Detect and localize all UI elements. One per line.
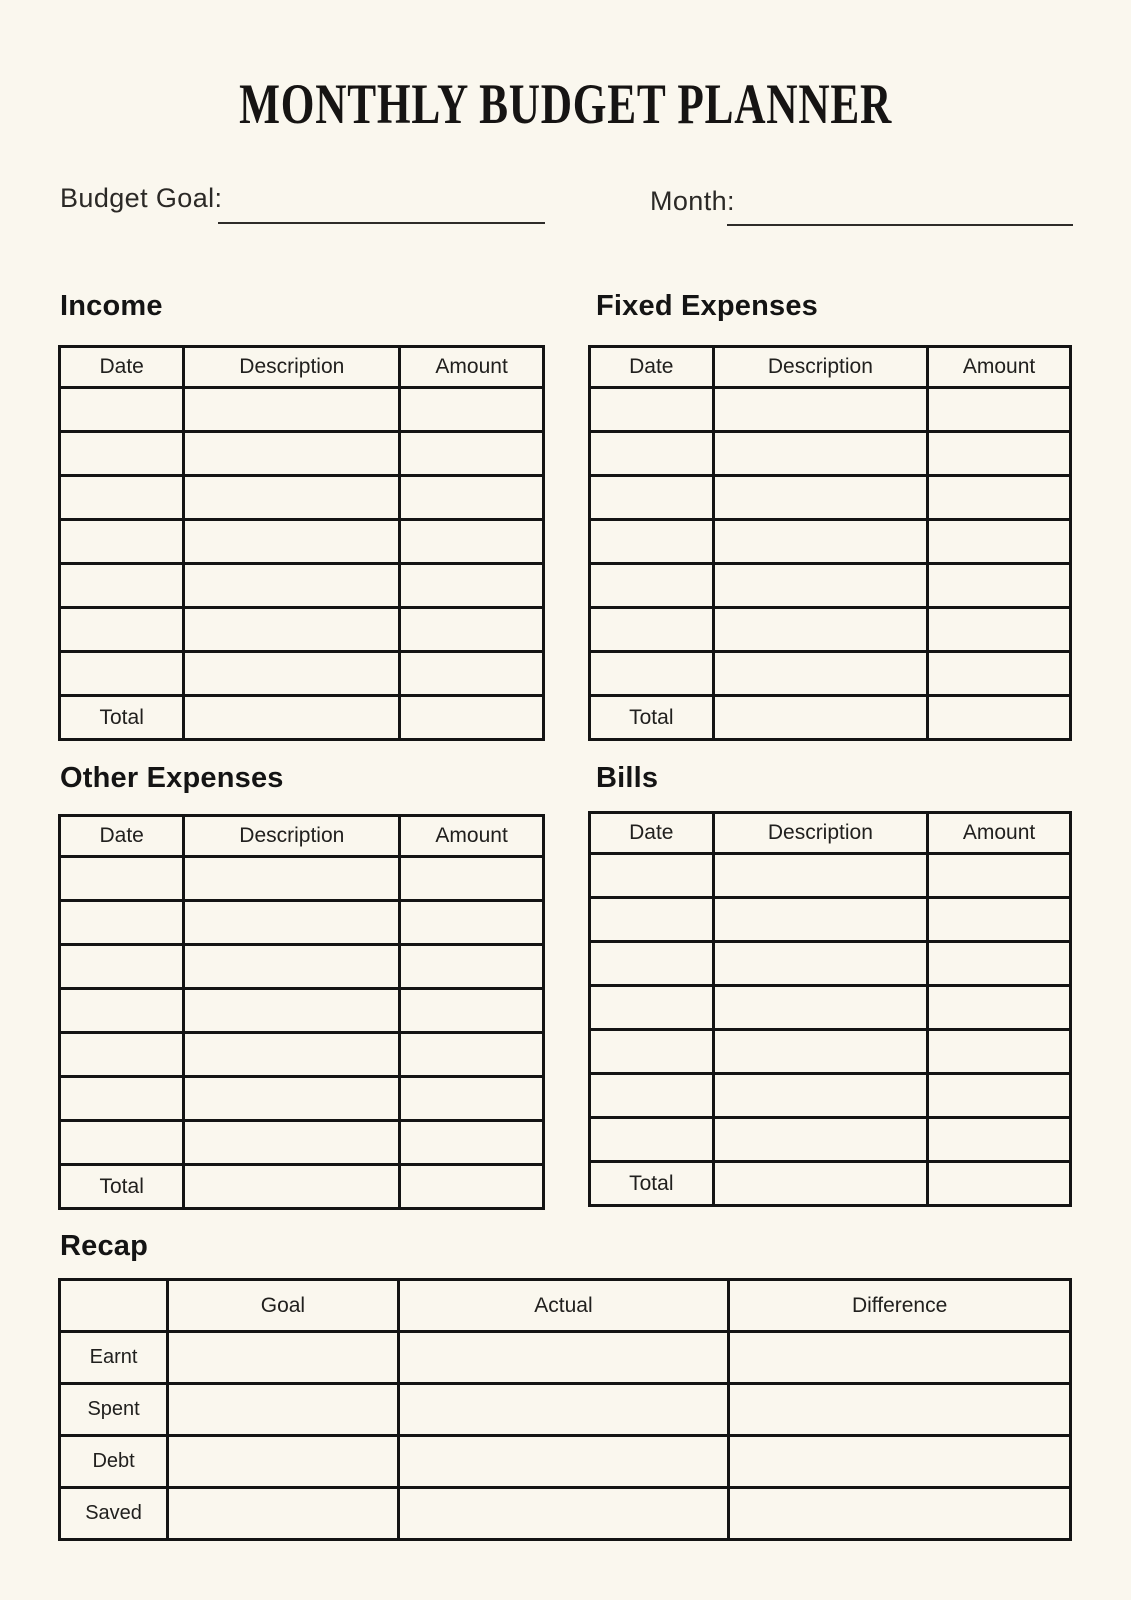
table-row (60, 476, 544, 520)
total-label: Total (590, 696, 714, 740)
total-row (60, 1165, 544, 1209)
recap-row-earnt (60, 1332, 1071, 1384)
table-row (590, 854, 1071, 898)
table-row (590, 898, 1071, 942)
section-heading-other-expenses: Other Expenses (60, 762, 284, 794)
date-cell[interactable] (590, 898, 714, 942)
column-header-difference: Difference (729, 1280, 1071, 1332)
amount-cell[interactable] (400, 945, 544, 989)
date-cell[interactable] (60, 476, 184, 520)
description-cell[interactable] (184, 857, 400, 901)
date-cell[interactable] (590, 942, 714, 986)
total-amount-cell[interactable] (928, 1162, 1071, 1206)
table-row (60, 1121, 544, 1165)
page-title-text: MONTHLY BUDGET PLANNER (239, 73, 892, 136)
date-cell[interactable] (60, 989, 184, 1033)
date-cell[interactable] (590, 608, 714, 652)
table-row (60, 432, 544, 476)
date-cell[interactable] (590, 520, 714, 564)
table-row (590, 942, 1071, 986)
goal-cell[interactable] (168, 1436, 399, 1488)
section-heading-fixed-expenses: Fixed Expenses (596, 290, 819, 322)
table-row (590, 986, 1071, 1030)
description-cell[interactable] (713, 1074, 928, 1118)
month-field[interactable] (727, 224, 1073, 226)
column-header-amount: Amount (928, 347, 1071, 388)
actual-cell[interactable] (398, 1332, 729, 1384)
column-header-amount: Amount (928, 813, 1071, 854)
date-cell[interactable] (590, 476, 714, 520)
date-cell[interactable] (60, 901, 184, 945)
total-amount-cell[interactable] (928, 696, 1071, 740)
date-cell[interactable] (60, 1121, 184, 1165)
recap-row-spent (60, 1384, 1071, 1436)
section-heading-bills: Bills (596, 762, 659, 794)
table-row (60, 652, 544, 696)
amount-cell[interactable] (400, 432, 544, 476)
description-cell[interactable] (184, 901, 400, 945)
row-label-spent: Spent (60, 1384, 168, 1436)
date-cell[interactable] (60, 564, 184, 608)
table-row (590, 476, 1071, 520)
total-amount-cell[interactable] (400, 1165, 544, 1209)
description-cell[interactable] (184, 564, 400, 608)
description-cell[interactable] (184, 989, 400, 1033)
amount-cell[interactable] (928, 520, 1071, 564)
table-row (60, 520, 544, 564)
description-cell[interactable] (713, 898, 928, 942)
budget-goal-field[interactable] (218, 222, 545, 224)
amount-cell[interactable] (928, 608, 1071, 652)
goal-cell[interactable] (168, 1488, 399, 1540)
date-cell[interactable] (590, 854, 714, 898)
table-row (60, 388, 544, 432)
amount-cell[interactable] (400, 388, 544, 432)
difference-cell[interactable] (729, 1436, 1071, 1488)
income-table (58, 345, 545, 741)
column-header-description: Description (184, 816, 400, 857)
total-label: Total (60, 696, 184, 740)
description-cell[interactable] (184, 945, 400, 989)
total-description-cell[interactable] (713, 1162, 928, 1206)
header-row (590, 347, 1071, 388)
date-cell[interactable] (590, 1030, 714, 1074)
table-row (590, 608, 1071, 652)
column-header-amount: Amount (400, 347, 544, 388)
date-cell[interactable] (60, 1033, 184, 1077)
table-row (590, 564, 1071, 608)
date-cell[interactable] (590, 652, 714, 696)
description-cell[interactable] (713, 942, 928, 986)
amount-cell[interactable] (928, 898, 1071, 942)
date-cell[interactable] (60, 652, 184, 696)
page-title (0, 72, 1131, 137)
description-cell[interactable] (713, 476, 928, 520)
date-cell[interactable] (60, 857, 184, 901)
description-cell[interactable] (184, 608, 400, 652)
row-label-saved: Saved (60, 1488, 168, 1540)
recap-table (58, 1278, 1072, 1541)
column-header-date: Date (590, 347, 714, 388)
recap-corner-cell (60, 1280, 168, 1332)
total-label: Total (590, 1162, 714, 1206)
table-row (60, 1033, 544, 1077)
date-cell[interactable] (590, 1118, 714, 1162)
date-cell[interactable] (60, 432, 184, 476)
header-row (590, 813, 1071, 854)
table-row (60, 945, 544, 989)
table-row (60, 608, 544, 652)
date-cell[interactable] (590, 432, 714, 476)
description-cell[interactable] (184, 476, 400, 520)
amount-cell[interactable] (400, 652, 544, 696)
amount-cell[interactable] (400, 1121, 544, 1165)
description-cell[interactable] (184, 652, 400, 696)
table-row (590, 388, 1071, 432)
table-row (590, 1074, 1071, 1118)
total-description-cell[interactable] (713, 696, 928, 740)
recap-row-saved (60, 1488, 1071, 1540)
column-header-goal: Goal (168, 1280, 399, 1332)
total-row (590, 1162, 1071, 1206)
row-label-earnt: Earnt (60, 1332, 168, 1384)
amount-cell[interactable] (400, 520, 544, 564)
column-header-date: Date (60, 816, 184, 857)
description-cell[interactable] (713, 520, 928, 564)
table-row (60, 857, 544, 901)
amount-cell[interactable] (400, 608, 544, 652)
amount-cell[interactable] (400, 989, 544, 1033)
column-header-amount: Amount (400, 816, 544, 857)
amount-cell[interactable] (928, 854, 1071, 898)
header-row (60, 1280, 1071, 1332)
bills-table (588, 811, 1072, 1207)
amount-cell[interactable] (928, 942, 1071, 986)
header-row (60, 347, 544, 388)
date-cell[interactable] (60, 945, 184, 989)
actual-cell[interactable] (398, 1488, 729, 1540)
row-label-debt: Debt (60, 1436, 168, 1488)
date-cell[interactable] (60, 608, 184, 652)
total-label: Total (60, 1165, 184, 1209)
difference-cell[interactable] (729, 1384, 1071, 1436)
description-cell[interactable] (184, 1033, 400, 1077)
description-cell[interactable] (713, 1118, 928, 1162)
description-cell[interactable] (184, 1121, 400, 1165)
amount-cell[interactable] (400, 476, 544, 520)
total-row (590, 696, 1071, 740)
date-cell[interactable] (590, 388, 714, 432)
table-row (60, 901, 544, 945)
header-row (60, 816, 544, 857)
table-row (60, 989, 544, 1033)
table-row (60, 1077, 544, 1121)
column-header-description: Description (184, 347, 400, 388)
description-cell[interactable] (184, 1077, 400, 1121)
table-row (590, 1030, 1071, 1074)
amount-cell[interactable] (928, 432, 1071, 476)
date-cell[interactable] (590, 564, 714, 608)
total-description-cell[interactable] (184, 696, 400, 740)
date-cell[interactable] (60, 1077, 184, 1121)
column-header-description: Description (713, 347, 928, 388)
actual-cell[interactable] (398, 1436, 729, 1488)
section-heading-income: Income (60, 290, 163, 322)
description-cell[interactable] (184, 388, 400, 432)
amount-cell[interactable] (928, 1074, 1071, 1118)
amount-cell[interactable] (928, 1118, 1071, 1162)
column-header-actual: Actual (398, 1280, 729, 1332)
description-cell[interactable] (184, 520, 400, 564)
description-cell[interactable] (713, 854, 928, 898)
difference-cell[interactable] (729, 1488, 1071, 1540)
date-cell[interactable] (590, 1074, 714, 1118)
budget-goal-label: Budget Goal: (60, 183, 223, 213)
description-cell[interactable] (713, 986, 928, 1030)
column-header-date: Date (590, 813, 714, 854)
amount-cell[interactable] (400, 901, 544, 945)
amount-cell[interactable] (928, 986, 1071, 1030)
amount-cell[interactable] (928, 652, 1071, 696)
column-header-description: Description (713, 813, 928, 854)
amount-cell[interactable] (400, 1077, 544, 1121)
goal-cell[interactable] (168, 1384, 399, 1436)
column-header-date: Date (60, 347, 184, 388)
description-cell[interactable] (713, 608, 928, 652)
description-cell[interactable] (184, 432, 400, 476)
total-row (60, 696, 544, 740)
date-cell[interactable] (60, 388, 184, 432)
description-cell[interactable] (713, 432, 928, 476)
amount-cell[interactable] (400, 1033, 544, 1077)
amount-cell[interactable] (400, 857, 544, 901)
table-row (590, 1118, 1071, 1162)
description-cell[interactable] (713, 652, 928, 696)
description-cell[interactable] (713, 388, 928, 432)
amount-cell[interactable] (928, 564, 1071, 608)
difference-cell[interactable] (729, 1332, 1071, 1384)
description-cell[interactable] (713, 564, 928, 608)
other-expenses-table (58, 814, 545, 1210)
month-label: Month: (650, 186, 735, 216)
section-heading-recap: Recap (60, 1230, 149, 1262)
date-cell[interactable] (590, 986, 714, 1030)
amount-cell[interactable] (928, 1030, 1071, 1074)
total-amount-cell[interactable] (400, 696, 544, 740)
recap-row-debt (60, 1436, 1071, 1488)
table-row (590, 432, 1071, 476)
amount-cell[interactable] (400, 564, 544, 608)
amount-cell[interactable] (928, 388, 1071, 432)
table-row (60, 564, 544, 608)
date-cell[interactable] (60, 520, 184, 564)
fixed-expenses-table (588, 345, 1072, 741)
actual-cell[interactable] (398, 1384, 729, 1436)
total-description-cell[interactable] (184, 1165, 400, 1209)
description-cell[interactable] (713, 1030, 928, 1074)
table-row (590, 520, 1071, 564)
goal-cell[interactable] (168, 1332, 399, 1384)
amount-cell[interactable] (928, 476, 1071, 520)
table-row (590, 652, 1071, 696)
